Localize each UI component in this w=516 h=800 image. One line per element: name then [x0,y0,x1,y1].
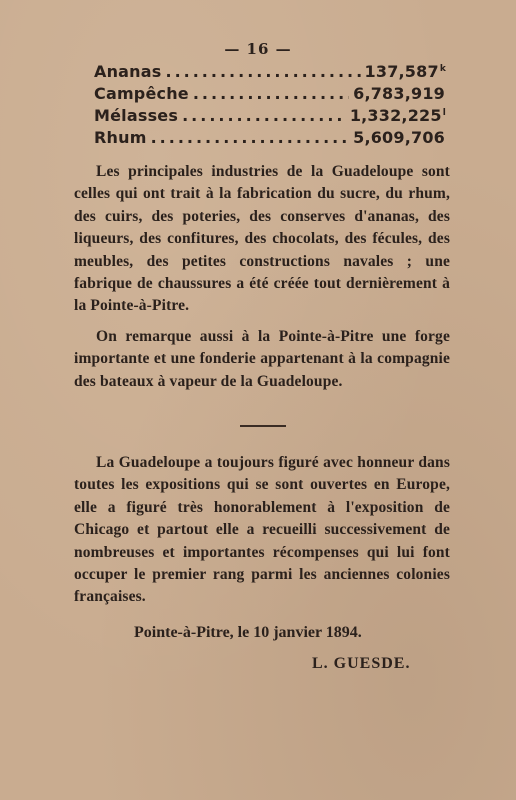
table-row [94,62,446,84]
row-value-number: 1,332,225 [349,106,442,125]
row-label: Rhum [94,128,147,147]
table-row [94,84,446,106]
table-row [94,106,446,128]
leader-dots [165,62,360,81]
row-unit: k [439,63,446,74]
row-value [350,106,446,125]
row-label: Mélasses [94,106,179,125]
leader-dots [182,106,346,125]
row-value-number: 137,587 [364,62,439,81]
row-value [353,84,446,103]
signature: L. GUESDE. [312,655,411,672]
section-divider [240,425,286,427]
paragraph-forge: On remarque aussi à la Pointe-à-Pitre une forge importante et une fonderie appartenant à la compagnie des bateaux à vapeur de la Guadeloupe. [74,328,450,390]
place-date: Pointe-à-Pitre, le 10 janvier 1894. [134,624,362,641]
export-table [94,62,446,150]
leader-dots [193,84,349,103]
leader-dots [151,128,350,147]
table-row [94,128,446,150]
row-value-number: 6,783,919 [353,84,445,103]
paragraph-industries: Les principales industries de la Guadeloupe sont celles qui ont trait à la fabrication du sucre, du rhum, des cuirs, des poteries, des conserves d'ananas, des liqueurs, des confitures, des chocolats, des fécules, des meubles, des petites constructions navales ; une fabrique de chaussures a été créée tout dernièrement à la Pointe-à-Pitre. [74,163,450,315]
paragraph-expositions: La Guadeloupe a toujours figuré avec honneur dans toutes les expositions qui se sont ouvertes en Europe, elle a figuré très honorablement à l'exposition de Chicago et partout elle a recueilli successivement de nombreuses et importantes récompenses qui lui font occuper le premier rang parmi les anciennes colonies françaises. [74,454,450,606]
row-value [353,128,446,147]
row-value [365,62,446,81]
row-value-number: 5,609,706 [353,128,445,147]
row-label: Ananas [94,62,162,81]
row-label: Campêche [94,84,189,103]
row-unit: l [442,107,446,118]
page-number: — 16 — [224,40,292,58]
